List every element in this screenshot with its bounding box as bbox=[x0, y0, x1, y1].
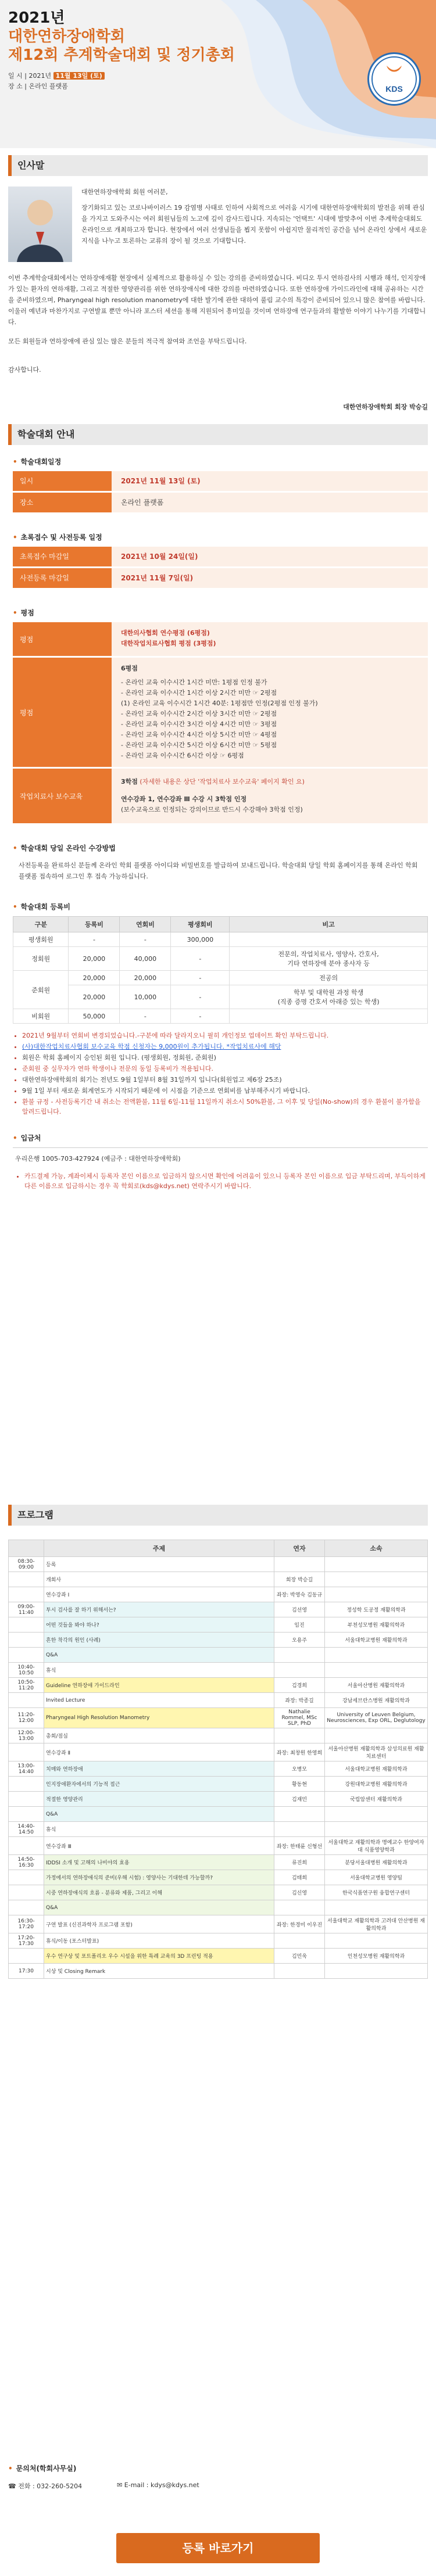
fee-cell: 20,000 bbox=[120, 971, 171, 985]
table-row bbox=[9, 1777, 428, 1792]
program-speaker: 좌장: 박영숙 김동규 bbox=[274, 1587, 325, 1602]
abstract-value: 2021년 10월 24일(일) bbox=[112, 547, 428, 566]
program-speaker bbox=[274, 1933, 325, 1949]
program-time bbox=[9, 1870, 44, 1885]
program-affiliation: 서울대학교병원 영양팀 bbox=[325, 1870, 428, 1885]
hero-date-value: 11월 13일 (토) bbox=[53, 72, 105, 80]
fee-cell: 10,000 bbox=[120, 985, 171, 1009]
bank-note: • 카드결제 가능, 계좌이체시 등록자 본인 이름으로 입금하지 않으시면 확인에 어려움이 있으니 등록자 본인 이름으로 입금 부탁드리며, 부득이하게 다른 이름으로 입금하시는 경우 꼭 학회로(kds@kdys.net) 연락주시기 바랍니다. bbox=[24, 1171, 426, 1191]
program-speaker bbox=[274, 1663, 325, 1678]
table-row bbox=[9, 1743, 428, 1761]
program-affiliation: 인천성모병원 재활의학과 bbox=[325, 1949, 428, 1964]
program-header-row bbox=[9, 1540, 428, 1557]
email-icon: ✉ bbox=[117, 2481, 124, 2489]
program-topic: 휴식 bbox=[44, 1822, 274, 1837]
program-topic: 휴식/이동 (포스터발표) bbox=[44, 1933, 274, 1949]
hero-society: 대한연하장애학회 bbox=[8, 28, 125, 45]
program-speaker bbox=[274, 1728, 325, 1743]
program-title: 프로그램 bbox=[8, 1505, 428, 1526]
program-col-affiliation: 소속 bbox=[325, 1540, 428, 1557]
program-topic: Q&A bbox=[44, 1900, 274, 1915]
datetime-subtitle: • 학술대회일정 bbox=[13, 457, 428, 467]
program-time: 13:00-14:40 bbox=[9, 1761, 44, 1777]
bank-subtitle: • 입금처 bbox=[13, 1133, 428, 1143]
credit-subtitle: • 평점 bbox=[13, 608, 428, 618]
date-key: 일시 bbox=[13, 471, 112, 491]
program-topic: 시중 연하장애식의 흐름 - 분류와 제품, 그리고 이해 bbox=[44, 1885, 274, 1900]
program-affiliation: 한국식품연구원 융합연구센터 bbox=[325, 1885, 428, 1900]
program-topic: 흔한 착각의 원인 (사례) bbox=[44, 1633, 274, 1648]
program-affiliation bbox=[325, 1964, 428, 1979]
program-speaker bbox=[274, 1648, 325, 1663]
table-row bbox=[9, 1617, 428, 1633]
fee-note: • 9월 1일 부터 새로운 회계연도가 시작되기 때문에 이 시점을 기준으로 연회비를 납부해주시기 바랍니다. bbox=[22, 1086, 428, 1096]
program-affiliation: 정성학 도공정 재활의학과 bbox=[325, 1602, 428, 1617]
contact-title: • 문의처(학회사무실) bbox=[8, 2463, 428, 2473]
phone-item bbox=[8, 2481, 82, 2491]
greeting-intro: 대한연하장애학회 회원 여러분, bbox=[81, 188, 168, 196]
program-speaker: Nathalie Rommel, MSc SLP, PhD bbox=[274, 1708, 325, 1728]
program-speaker: 좌장: 박종길 bbox=[274, 1693, 325, 1708]
credit-row-1 bbox=[13, 622, 428, 656]
fee-cell: 20,000 bbox=[69, 971, 120, 985]
fee-cell: 전공의 bbox=[230, 971, 428, 985]
table-row bbox=[9, 1761, 428, 1777]
fee-cell: 300,000 bbox=[171, 932, 230, 947]
program-col-speaker: 연자 bbox=[274, 1540, 325, 1557]
program-affiliation bbox=[325, 1807, 428, 1822]
credit-kaot: 대한작업치료사협회 평점 (3평점) bbox=[121, 640, 216, 647]
program-speaker: 오병모 bbox=[274, 1761, 325, 1777]
program-speaker bbox=[274, 1964, 325, 1979]
table-row bbox=[13, 985, 428, 1009]
table-row bbox=[9, 1602, 428, 1617]
fee-cell bbox=[230, 932, 428, 947]
program-speaker: 김재민 bbox=[274, 1792, 325, 1807]
greeting-para-1: 장기화되고 있는 코로나바이러스 19 감염병 사태로 인하여 사회적으로 여러움 시기에 대한연하장애학회의 발전을 위해 관심을 가지고 도와주시는 여러 회원님들의 노고에 깊이 감사드립니다. 지속되는 '언택트' 시대에 발맞추어 이번 추계학술대회도 온라인으로 개최하고자 합니다. 현장에서 여러 선생님들을 뵙지 못함이 아쉽지만 물리적인 공간을 넘어 온라인 상에서 새로운 지식을 나누고 토론하는 교류의 장이 될 것으로 기대합니다. bbox=[81, 204, 427, 245]
program-body bbox=[9, 1557, 428, 1979]
credit3-line1: 연수강좌 1, 연수강좌 Ⅲ 수강 시 3학점 인정 bbox=[121, 795, 247, 803]
program-topic: 개회사 bbox=[44, 1572, 274, 1587]
program-time bbox=[9, 1633, 44, 1648]
program-topic: 우수 연구상 및 포트폴리오 우수 시설을 위한 특례 교육의 3D 프린팅 적용 bbox=[44, 1949, 274, 1964]
program-affiliation bbox=[325, 1557, 428, 1572]
program-time bbox=[9, 1777, 44, 1792]
program-time bbox=[9, 1743, 44, 1761]
table-row bbox=[9, 1933, 428, 1949]
program-speaker: 김태희 bbox=[274, 1870, 325, 1885]
hero-place: 장 소 | 온라인 플랫폼 bbox=[8, 82, 68, 90]
program-time: 11:20-12:00 bbox=[9, 1708, 44, 1728]
email-text[interactable]: E-mail : kdys@kdys.net bbox=[124, 2481, 199, 2489]
program-affiliation: 서울대학교병원 재활의학과 bbox=[325, 1633, 428, 1648]
program-time bbox=[9, 1572, 44, 1587]
credit-row-2 bbox=[13, 658, 428, 767]
president-photo bbox=[8, 186, 72, 262]
table-row bbox=[9, 1870, 428, 1885]
table-row bbox=[9, 1807, 428, 1822]
hero-date-label: 일 시 | 2021년 bbox=[8, 72, 52, 80]
logo-text: KDS bbox=[385, 84, 403, 94]
program-topic: 투시 검사를 잘 하기 위해서는? bbox=[44, 1602, 274, 1617]
credit-kma: 대한의사협회 연수평점 (6평점) bbox=[121, 629, 210, 637]
program-topic: 적절한 영양관리 bbox=[44, 1792, 274, 1807]
credit-values bbox=[112, 622, 428, 656]
table-row bbox=[9, 1633, 428, 1648]
fee-note: • 2021년 9월부터 연회비 변경되었습니다.-구분에 따라 달라지오니 필히 개인정보 업데이트 확인 부탁드립니다. bbox=[22, 1031, 428, 1041]
program-affiliation: 서울아산병원 재활의학과 bbox=[325, 1678, 428, 1693]
program-section bbox=[8, 1505, 428, 1979]
program-affiliation: 서울대학교 재활의학과 명예교수 한양여자대 식품영양학과 bbox=[325, 1837, 428, 1855]
fee-cell: 정회원 bbox=[13, 947, 69, 971]
table-row bbox=[13, 971, 428, 985]
program-col-time bbox=[9, 1540, 44, 1557]
prereg-key: 사전등록 마감일 bbox=[13, 568, 112, 588]
place-row bbox=[13, 493, 428, 512]
program-affiliation: 국립암센터 재활의학과 bbox=[325, 1792, 428, 1807]
program-affiliation bbox=[325, 1572, 428, 1587]
hero-event-title: 제12회 추계학술대회 및 정기총회 bbox=[8, 46, 235, 64]
fee-col: 구분 bbox=[13, 917, 69, 932]
fee-cell: 비회원 bbox=[13, 1009, 69, 1024]
program-time bbox=[9, 1693, 44, 1708]
fee-notes bbox=[13, 1031, 428, 1117]
program-affiliation: 서울대학교 재활의학과 고려대 안산병원 재활의학과 bbox=[325, 1915, 428, 1933]
table-row bbox=[9, 1557, 428, 1572]
program-time bbox=[9, 1792, 44, 1807]
hero-meta bbox=[8, 71, 105, 92]
place-key: 장소 bbox=[13, 493, 112, 512]
program-affiliation bbox=[325, 1587, 428, 1602]
table-row bbox=[9, 1663, 428, 1678]
program-time: 14:50-16:30 bbox=[9, 1855, 44, 1870]
program-topic: Pharyngeal High Resolution Manometry bbox=[44, 1708, 274, 1728]
credit2-values bbox=[112, 658, 428, 767]
fee-cell: 학부 및 대학원 과정 학생 (직종 증명 간호서 아래증 있는 학생) bbox=[230, 985, 428, 1009]
credit3-values bbox=[112, 769, 428, 823]
prereg-deadline-row bbox=[13, 568, 428, 588]
register-button[interactable]: 등록 바로가기 bbox=[116, 2533, 320, 2563]
fee-note: • 준회원 중 실무자가 연하 학생이나 전문의 동일 등록비가 적용됩니다. bbox=[22, 1064, 428, 1074]
fee-cell: - bbox=[171, 1009, 230, 1024]
fee-cell bbox=[230, 1009, 428, 1024]
program-time: 14:40-14:50 bbox=[9, 1822, 44, 1837]
program-affiliation: 분당서울대병원 재활의학과 bbox=[325, 1855, 428, 1870]
program-topic: Invited Lecture bbox=[44, 1693, 274, 1708]
program-time: 16:30-17:20 bbox=[9, 1915, 44, 1933]
table-row bbox=[9, 1708, 428, 1728]
abstract-subtitle: • 초록접수 및 사전등록 일정 bbox=[13, 532, 428, 542]
credit-key: 평점 bbox=[13, 622, 112, 656]
program-topic: 연수강좌 Ⅲ bbox=[44, 1837, 274, 1855]
fee-cell: 20,000 bbox=[69, 985, 120, 1009]
program-affiliation bbox=[325, 1728, 428, 1743]
fee-note: • 회원은 학회 홈페이지 승인된 회원 입니다. (평생회원, 정회원, 준회원) bbox=[22, 1053, 428, 1063]
table-row bbox=[9, 1949, 428, 1964]
credit2-line: - 온라인 교육 이수시간 6시간 이상 ☞ 6평점 bbox=[121, 752, 244, 759]
table-row bbox=[9, 1587, 428, 1602]
fee-cell: 평생회원 bbox=[13, 932, 69, 947]
date-row bbox=[13, 471, 428, 491]
fee-cell: 50,000 bbox=[69, 1009, 120, 1024]
program-speaker bbox=[274, 1822, 325, 1837]
program-affiliation: University of Leuven Belgium, Neurosciences, Exp ORL, Deglutology bbox=[325, 1708, 428, 1728]
society-logo bbox=[367, 52, 421, 106]
place-value: 온라인 플랫폼 bbox=[112, 493, 428, 512]
program-topic: Q&A bbox=[44, 1648, 274, 1663]
conference-section bbox=[8, 424, 428, 1198]
table-row bbox=[9, 1693, 428, 1708]
program-time bbox=[9, 1900, 44, 1915]
table-row bbox=[9, 1837, 428, 1855]
greeting-section bbox=[0, 148, 436, 411]
credit2-line: - 온라인 교육 이수시간 1시간 미만: 1평점 인정 불가 bbox=[121, 679, 267, 686]
bank-notes bbox=[15, 1171, 426, 1191]
program-speaker bbox=[274, 1900, 325, 1915]
fee-subtitle: • 학술대회 등록비 bbox=[13, 902, 428, 912]
contact-section bbox=[8, 2463, 428, 2491]
program-affiliation: 서울대학교병원 재활의학과 bbox=[325, 1761, 428, 1777]
program-speaker: 김선영 bbox=[274, 1602, 325, 1617]
credit3-line2: (보수교육으로 인정되는 강의이므로 반드시 수강해야 3학점 인정) bbox=[121, 806, 303, 813]
program-time: 17:20-17:30 bbox=[9, 1933, 44, 1949]
program-time: 17:30 bbox=[9, 1964, 44, 1979]
program-topic: Guideline 연하장애 가이드라인 bbox=[44, 1678, 274, 1693]
program-topic: 치매와 연하장애 bbox=[44, 1761, 274, 1777]
credit2-line: - 온라인 교육 이수시간 5시간 이상 6시간 미만 ☞ 5평점 bbox=[121, 741, 277, 749]
fee-table bbox=[13, 916, 428, 1024]
date-value: 2021년 11월 13일 (토) bbox=[112, 471, 428, 491]
program-affiliation bbox=[325, 1648, 428, 1663]
program-time bbox=[9, 1949, 44, 1964]
prereg-value: 2021년 11월 7일(일) bbox=[112, 568, 428, 588]
program-affiliation: 강원대학교병원 재활의학과 bbox=[325, 1777, 428, 1792]
program-speaker: 임진 bbox=[274, 1617, 325, 1633]
program-topic: 인지장애환자에서의 기능적 접근 bbox=[44, 1777, 274, 1792]
fee-cell: - bbox=[120, 932, 171, 947]
program-topic: 시상 및 Closing Remark bbox=[44, 1964, 274, 1979]
program-time bbox=[9, 1807, 44, 1822]
credit2-key: 평점 bbox=[13, 658, 112, 767]
table-row bbox=[9, 1885, 428, 1900]
program-speaker: 좌장: 한태륜 신형선 bbox=[274, 1837, 325, 1855]
credit2-head: 6평점 bbox=[121, 665, 138, 672]
program-topic: 총회/점심 bbox=[44, 1728, 274, 1743]
fee-cell: - bbox=[171, 971, 230, 985]
table-row bbox=[9, 1728, 428, 1743]
fee-cell: - bbox=[171, 947, 230, 971]
email-item[interactable] bbox=[117, 2481, 199, 2491]
program-time bbox=[9, 1885, 44, 1900]
conference-title: 학술대회 안내 bbox=[8, 424, 428, 445]
table-row bbox=[9, 1648, 428, 1663]
program-topic: 가정에서의 연하장애식의 준비(우해 시험) : 영양사는 기대한데 가능할까? bbox=[44, 1870, 274, 1885]
program-topic: 구연 발표 (신진과학자 프로그램 포함) bbox=[44, 1915, 274, 1933]
program-speaker: 좌장: 한경미 이우진 bbox=[274, 1915, 325, 1933]
fee-cell: - bbox=[171, 985, 230, 1009]
program-affiliation bbox=[325, 1822, 428, 1837]
table-row bbox=[9, 1900, 428, 1915]
greeting-sign: 대한연하장애학회 회장 박승길 bbox=[343, 403, 428, 411]
program-topic: 연수강좌 Ⅰ bbox=[44, 1587, 274, 1602]
greeting-para-2: 이번 추계학술대회에서는 연하장애재활 현장에서 실제적으로 활용하실 수 있는 강의를 준비하였습니다. 비디오 투시 연하검사의 시행과 해석, 인지장애가 있는 환자의 연하재활, 그리고 적절한 영양관리를 위한 연하장애식에 대한 강의를 마련하였습니다. 또한 연하장애 가이드라인에 대해 공유하는 시간을 준비하였으며, Pharyngeal high resolution manometry에 대한 발기에 관한 대하여 풀림 교수의 특강이 준비되어 있으니 많은 참여를 바랍니다. 이울러 예년과 마찬가지로 구연발표 뿐만 아니라 포스터 세션을 통해 지원되어 흥미있을 것이며 연하장애 연구들과의 활발한 이야기 나누기를 기대합니다. bbox=[8, 274, 426, 326]
program-topic: IDDSI 소개 및 고해의 나비야의 효용 bbox=[44, 1855, 274, 1870]
program-time bbox=[9, 1617, 44, 1633]
credit2-line: - 온라인 교육 이수시간 2시간 이상 3시간 미만 ☞ 2평점 bbox=[121, 710, 277, 717]
abstract-key: 초록접수 마감일 bbox=[13, 547, 112, 566]
phone-icon: ☎ bbox=[8, 2482, 19, 2490]
program-time: 12:00-13:00 bbox=[9, 1728, 44, 1743]
table-row bbox=[13, 947, 428, 971]
program-topic: Q&A bbox=[44, 1807, 274, 1822]
program-speaker: 황동현 bbox=[274, 1777, 325, 1792]
program-time bbox=[9, 1648, 44, 1663]
program-speaker bbox=[274, 1807, 325, 1822]
table-row bbox=[9, 1792, 428, 1807]
program-time bbox=[9, 1837, 44, 1855]
credit3-note: (자세한 내용은 상단 '작업치료사 보수교육' 페이지 확인 요) bbox=[140, 778, 305, 785]
hero-year: 2021년 bbox=[8, 9, 65, 27]
table-row bbox=[13, 1009, 428, 1024]
fee-note: • 환불 규정 - 사전등록기간 내 취소는 전액환불, 11월 6일-11월 11일까지 취소시 50%환불, 그 이후 및 당일(No-show)의 경우 환불이 불가함을 알려드립니다. bbox=[22, 1097, 428, 1117]
greeting-title: 인사말 bbox=[8, 155, 428, 176]
program-table bbox=[8, 1540, 428, 1979]
fee-header-row bbox=[13, 917, 428, 932]
program-speaker bbox=[274, 1557, 325, 1572]
bank-account: 우리은행 1005-703-427924 (예금주 : 대한연하장애학회) bbox=[15, 1155, 181, 1163]
fee-col: 비고 bbox=[230, 917, 428, 932]
program-speaker: 김신영 bbox=[274, 1885, 325, 1900]
program-col-topic: 주제 bbox=[44, 1540, 274, 1557]
program-speaker: 회장 박승길 bbox=[274, 1572, 325, 1587]
fee-cell: 전문의, 작업치료사, 영양사, 간호사, 기타 연하장애 분야 종사자 등 bbox=[230, 947, 428, 971]
program-time: 10:40-10:50 bbox=[9, 1663, 44, 1678]
program-topic: 휴식 bbox=[44, 1663, 274, 1678]
hero-banner bbox=[0, 0, 436, 148]
credit2-line: - 온라인 교육 이수시간 4시간 이상 5시간 미만 ☞ 4평점 bbox=[121, 731, 277, 738]
greeting-para-4: 감사합니다. bbox=[8, 366, 41, 374]
credit2-line: - 온라인 교육 이수시간 1시간 이상 2시간 미만 ☞ 2평점 bbox=[121, 689, 277, 697]
program-affiliation: 강남세브란스병원 재활의학과 bbox=[325, 1693, 428, 1708]
program-topic: 등록 bbox=[44, 1557, 274, 1572]
credit3-head: 3학점 bbox=[121, 778, 138, 785]
fee-note-link[interactable]: • (사)대한작업치료사협회 보수교육 학점 신청자는 9,000원이 추가됩니다. *작업치료사에 해당 bbox=[22, 1042, 428, 1052]
fee-cell: - bbox=[69, 932, 120, 947]
program-speaker: 오용주 bbox=[274, 1633, 325, 1648]
program-speaker: 김경희 bbox=[274, 1678, 325, 1693]
credit2-line: (1) 온라인 교육 이수시간 1시간 40분: 1평점만 인정(2평점 인정 불가) bbox=[121, 699, 318, 707]
credit-row-3 bbox=[13, 769, 428, 823]
phone-text: 전화 : 032-260-5204 bbox=[18, 2482, 83, 2490]
rule-subtitle: • 학술대회 당일 온라인 수강방법 bbox=[13, 843, 428, 853]
table-row bbox=[9, 1678, 428, 1693]
fee-col: 등록비 bbox=[69, 917, 120, 932]
table-row bbox=[9, 1572, 428, 1587]
table-row bbox=[13, 932, 428, 947]
table-row bbox=[9, 1915, 428, 1933]
program-affiliation bbox=[325, 1900, 428, 1915]
table-row bbox=[9, 1822, 428, 1837]
fee-col: 평생회비 bbox=[171, 917, 230, 932]
program-time: 08:30-09:00 bbox=[9, 1557, 44, 1572]
fee-col: 연회비 bbox=[120, 917, 171, 932]
program-topic: 연수강좌 Ⅱ bbox=[44, 1743, 274, 1761]
abstract-deadline-row bbox=[13, 547, 428, 566]
credit2-line: - 온라인 교육 이수시간 3시간 이상 4시간 미만 ☞ 3평점 bbox=[121, 720, 277, 728]
program-speaker: 좌장: 최창원 한영희 bbox=[274, 1743, 325, 1761]
program-affiliation bbox=[325, 1933, 428, 1949]
program-affiliation: 부천성모병원 재활의학과 bbox=[325, 1617, 428, 1633]
program-speaker: 김민욱 bbox=[274, 1949, 325, 1964]
program-topic: 어떤 것들을 봐야 하나? bbox=[44, 1617, 274, 1633]
fee-note: • 대한연하장애학회의 회기는 전년도 9월 1일부터 8월 31일까지 입니다(회원업고 제6장 25조) bbox=[22, 1075, 428, 1085]
program-time: 10:50-11:20 bbox=[9, 1678, 44, 1693]
person-icon bbox=[8, 186, 72, 262]
table-row bbox=[9, 1855, 428, 1870]
fee-cell: - bbox=[120, 1009, 171, 1024]
fee-cell: 40,000 bbox=[120, 947, 171, 971]
greeting-para-3: 모든 회원들과 연하장애에 관심 있는 많은 분들의 적극적 참여와 조언을 부탁드립니다. bbox=[8, 338, 247, 345]
credit3-key: 작업치료사 보수교육 bbox=[13, 769, 112, 823]
fee-cell: 준회원 bbox=[13, 971, 69, 1009]
rule-text: 사전등록을 완료하신 분들께 온라인 학회 플랫폼 아이디와 비밀번호를 발급하여 보내드립니다. 학술대회 당일 학회 홈페이지를 통해 온라인 학회 플랫폼 접속하여 로그인 후 접속 가능하십니다. bbox=[19, 862, 418, 880]
fee-cell: 20,000 bbox=[69, 947, 120, 971]
program-affiliation: 서울아산병원 재활의학과 삼성의료원 재활치료센터 bbox=[325, 1743, 428, 1761]
logo-emblem-icon bbox=[369, 54, 419, 104]
program-affiliation bbox=[325, 1663, 428, 1678]
program-speaker: 류진희 bbox=[274, 1855, 325, 1870]
table-row bbox=[9, 1964, 428, 1979]
program-time: 09:00-11:40 bbox=[9, 1602, 44, 1617]
program-time bbox=[9, 1587, 44, 1602]
